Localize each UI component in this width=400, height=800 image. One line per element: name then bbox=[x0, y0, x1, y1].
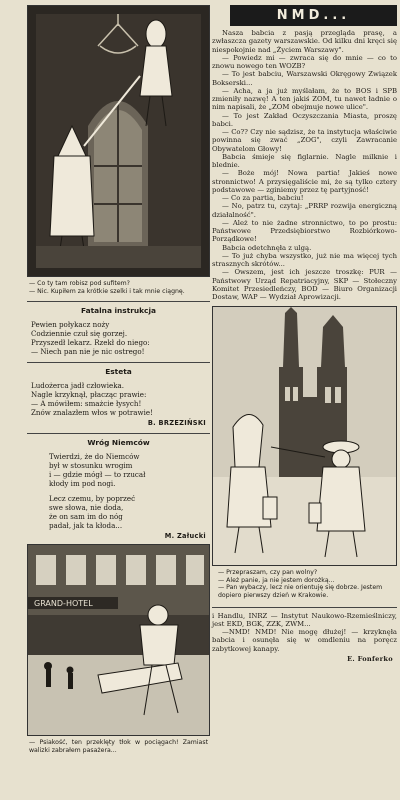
poem-line: — A mówiłem: smażcie łysych! bbox=[31, 399, 142, 409]
poem-line: Twierdzi, że do Niemców bbox=[49, 452, 140, 462]
article-paragraph: — Owszem, jest ich jeszcze troszkę: PUR — Państwowy Urząd Repatriacyjny, SKP — Stołeczny Komitet Przesiedleńczy, BOD — Biuro Organizacji Dostaw, WAP — Wydział Aprowizacji. bbox=[212, 268, 397, 301]
article-paragraph: — No, patrz tu, czytaj: „PRRP rozwija energiczną działalność". bbox=[212, 202, 397, 219]
poem-line: Ludożerca jadł człowieka. bbox=[31, 381, 125, 391]
poem-body bbox=[27, 381, 210, 417]
poem-title: Esteta bbox=[105, 367, 132, 377]
poem-line: Codziennie czuł się gorzej. bbox=[31, 329, 128, 339]
caption-line: — Psiakość, ten przeklęty tłok w pociągach! Zamiast walizki zabrałem pasażera... bbox=[29, 739, 208, 754]
article-paragraph: — To już chyba wszystko, już nie ma więcej tych strasznych skrótów... bbox=[212, 251, 397, 268]
divider bbox=[27, 433, 210, 434]
poem-line: — Niech pan nie je nic ostrego! bbox=[31, 347, 145, 357]
hotel-sign-text: GRAND-HOTEL bbox=[34, 599, 93, 609]
poem-line: Przyszedł lekarz. Rzekł do niego: bbox=[31, 338, 150, 348]
article-paragraph: — Powiedz mi — zwraca się do mnie — co to znowu nowego ten WOZB? bbox=[212, 53, 397, 70]
poem-line: że on sam im do nóg bbox=[49, 512, 123, 522]
poem-line: swe słowa, nie doda, bbox=[49, 503, 124, 513]
article-paragraph: — Boże mój! Nowa partia! Jakieś nowe stronnictwo! A przysięgaliście mi, że są tylko cztery podstawowe — zginiemy przez tę partyjność! bbox=[212, 169, 397, 194]
cartoon-krakow-drawing bbox=[213, 307, 396, 565]
caption-line: — Przepraszam, czy pan wolny? bbox=[218, 569, 318, 577]
article-paragraph: i Handlu, INRZ — Instytut Naukowo-Rzemieślniczy, jest EKD, BGK, ZZK, ZWM... bbox=[212, 611, 397, 628]
poem-line: padał, jak ta kłoda... bbox=[49, 521, 123, 531]
poem-line: i — gdzie mógł — to rzucał bbox=[49, 470, 146, 480]
cartoon-hotel bbox=[27, 544, 210, 736]
poem-author: M. Załucki bbox=[164, 532, 206, 541]
divider bbox=[27, 362, 210, 363]
caption-line: — Pan wybaczy, lecz nie orientuję się dobrze. Jestem dopiero pierwszy dzień w Krakowie. bbox=[218, 584, 383, 600]
poem-title: Wróg Niemców bbox=[87, 438, 150, 448]
caption-line: — Nic. Kupiłem za krótkie szelki i tak mnie ciągnę. bbox=[29, 287, 185, 295]
poem-line: kłody im pod nogi. bbox=[49, 479, 116, 489]
divider bbox=[27, 301, 210, 302]
poem-body bbox=[27, 452, 210, 530]
poem-line: Nagle krzyknął, płacząc prawie: bbox=[31, 390, 147, 400]
article-paragraph: — Acha, a ja już myślałam, że to BOS i SPB zmieniły nazwę! A ten jakiś ZOM, tu nawet ładnie o nim napisali, że „ZOM obejmuje nowe ulice". bbox=[212, 86, 397, 112]
article-continuation bbox=[212, 612, 397, 653]
article-paragraph: — To jest babciu, Warszawski Okręgowy Związek Bokserski... bbox=[212, 70, 397, 87]
caption-line: — Ależ panie, ja nie jestem dorożką... bbox=[218, 576, 335, 584]
caption-line: — Co ty tam robisz pod sufitem? bbox=[29, 280, 130, 287]
cartoon-krakow bbox=[212, 306, 397, 566]
right-column bbox=[212, 5, 397, 663]
divider bbox=[212, 607, 397, 608]
article-paragraph: — To jest Zakład Oczyszczania Miasta, proszę babci. bbox=[212, 111, 397, 128]
article-paragraph: Babcia odetchnęła z ulgą. bbox=[222, 243, 312, 252]
article-paragraph: —NMD! NMD! Nie mogę dłużej! — krzyknęła babcia i osunęła się w omdleniu na poręcz zabytkowej kanapy. bbox=[212, 628, 397, 653]
cartoon-hotel-caption bbox=[29, 739, 208, 754]
cartoon-krakow-caption bbox=[218, 569, 395, 599]
cartoon-ceiling-caption bbox=[29, 280, 208, 295]
article-body bbox=[212, 29, 397, 301]
article-paragraph: — Co?? Czy nie sądzisz, że ta instytucja właściwie powinna się zwać „ZOG", czyli Zawracanie Obywatelom Głowy! bbox=[212, 128, 397, 153]
article-paragraph: — Co za partia, babciu! bbox=[222, 194, 304, 202]
cartoon-ceiling bbox=[27, 5, 210, 277]
poem-title: Fatalna instrukcja bbox=[81, 306, 156, 316]
poem-line: Znów znalazłem włos w potrawie! bbox=[31, 408, 153, 418]
masthead-title: NMD... bbox=[230, 5, 397, 26]
article-paragraph: Nasza babcia z pasją przegląda prasę, a zwłaszcza gazety warszawskie. Od kilku dni kręci się niespokojnie nad „Życiem Warszawy". bbox=[212, 29, 397, 54]
poem-body bbox=[27, 320, 210, 356]
poem-line: Pewien połykacz noży bbox=[31, 320, 110, 330]
article-paragraph: — Ależ to nie żadne stronnictwo, to po prostu: Państwowe Przedsiębiorstwo Rozbiórkowo-Porządkowe! bbox=[212, 218, 397, 244]
article-author: E. Fonferko bbox=[347, 654, 393, 663]
poem-author: B. BRZEZIŃSKI bbox=[147, 419, 206, 428]
left-column bbox=[27, 5, 210, 754]
cartoon-ceiling-drawing bbox=[28, 6, 209, 276]
poem-line: Lecz czemu, by poprzeć bbox=[49, 494, 136, 504]
cartoon-hotel-drawing bbox=[28, 545, 209, 735]
poem-line: był w stosunku wrogim bbox=[49, 461, 133, 471]
article-paragraph: Babcia śmieje się figlarnie. Nagle milknie i blednie. bbox=[212, 152, 397, 169]
